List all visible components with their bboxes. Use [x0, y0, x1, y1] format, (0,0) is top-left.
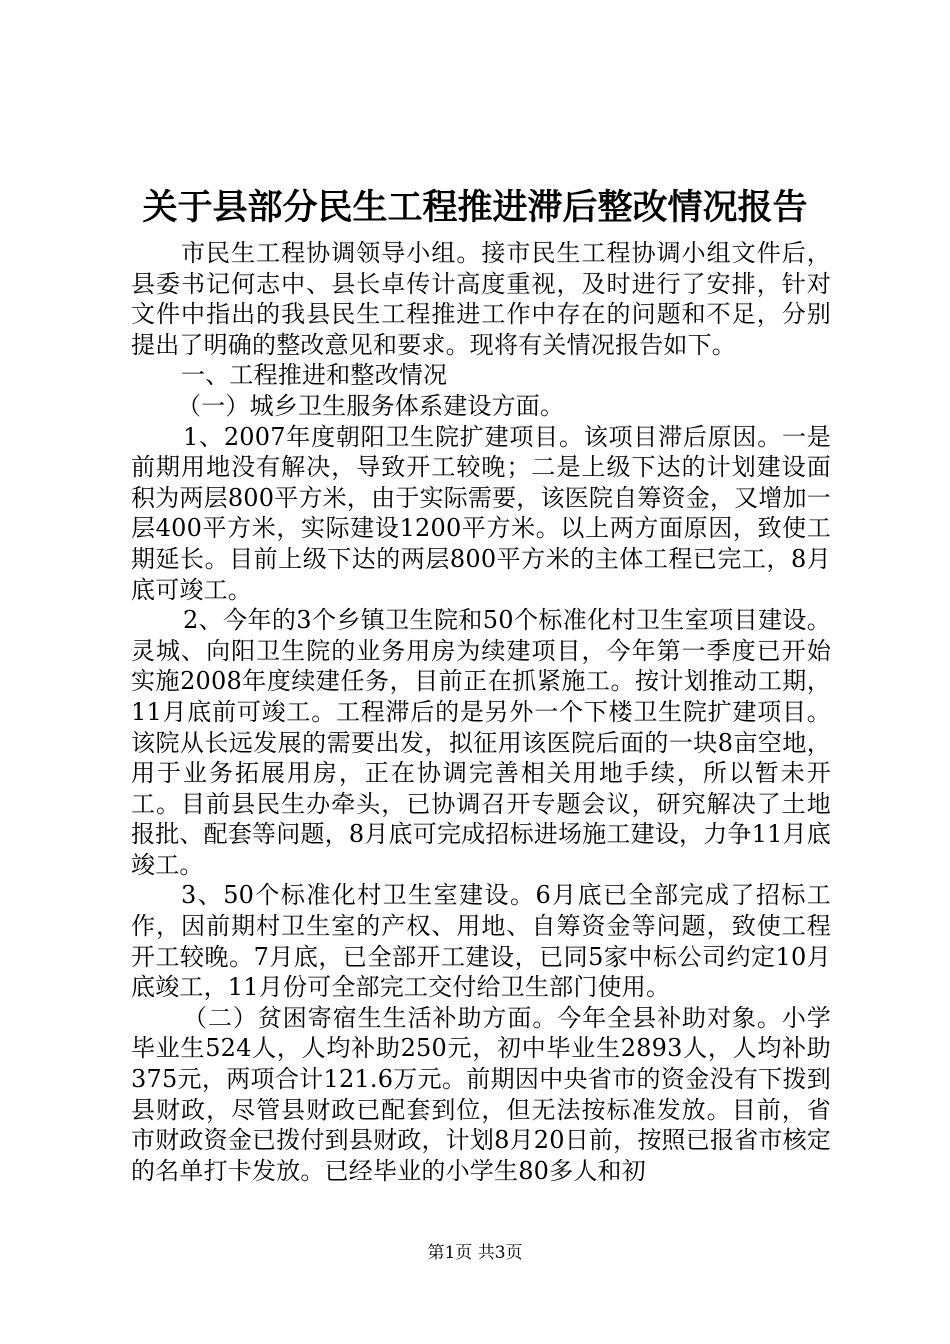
paragraph-intro: 市民生工程协调领导小组。接市民生工程协调小组文件后，县委书记何志中、县长卓传计高度重视，及时进行了安排，针对文件中指出的我县民生工程推进工作中存在的问题和不足，分别提出了明确的整改意见和要求。现将有关情况报告如下。 [131, 239, 831, 359]
paragraph-item-1: 1、2007年度朝阳卫生院扩建项目。该项目滞后原因。一是前期用地没有解决，导致开工较晚；二是上级下达的计划建设面积为两层800平方米，由于实际需要，该医院自筹资金，又增加一层400平方米，实际建设1200平方米。以上两方面原因，致使工期延长。目前上级下达的两层800平方米的主体工程已完工，8月底可竣工。 [131, 422, 831, 604]
page-number-footer: 第1页 共3页 [427, 1243, 523, 1263]
document-body [131, 238, 831, 1186]
paragraph-item-2: 2、今年的3个乡镇卫生院和50个标准化村卫生室项目建设。灵城、向阳卫生院的业务用房为续建项目，今年第一季度已开始实施2008年度续建任务，目前正在抓紧施工。按计划推动工期，11月底前可竣工。工程滞后的是另外一个下楼卫生院扩建项目。该院从长远发展的需要出发，拟征用该医院后面的一块8亩空地，用于业务拓展用房，正在协调完善相关用地手续，所以暂未开工。目前县民生办牵头，已协调召开专题会议，研究解决了土地报批、配套等问题，8月底可完成招标进场施工建设，力争11月底竣工。 [131, 606, 831, 879]
document-title: 关于县部分民生工程推进滞后整改情况报告 [142, 187, 808, 228]
paragraph-subsection-2: （二）贫困寄宿生生活补助方面。今年全县补助对象。小学毕业生524人，人均补助250元，初中毕业生2893人，人均补助375元，两项合计121.6万元。前期因中央省市的资金没有下拨到县财政，尽管县财政已配套到位，但无法按标准发放。目前，省市财政资金已拨付到县财政，计划8月20日前，按照已报省市核定的名单打卡发放。已经毕业的小学生80多人和初 [131, 1003, 831, 1185]
paragraph-item-3: 3、50个标准化村卫生室建设。6月底已全部完成了招标工作，因前期村卫生室的产权、用地、自筹资金等问题，致使工程开工较晚。7月底，已全部开工建设，已同5家中标公司约定10月底竣工，11月份可全部完工交付给卫生部门使用。 [131, 881, 831, 1002]
subsection-heading-1: （一）城乡卫生服务体系建设方面。 [177, 391, 565, 420]
section-heading-1: 一、工程推进和整改情况 [181, 361, 448, 390]
